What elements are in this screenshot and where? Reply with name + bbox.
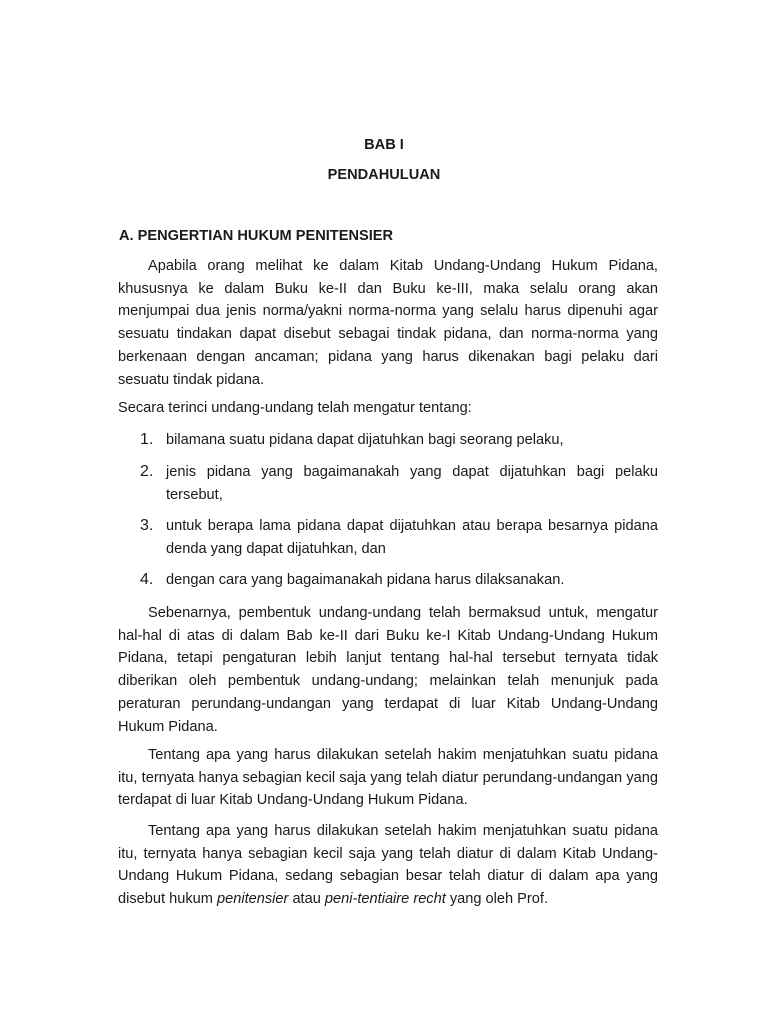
term-penitensier: penitensier <box>216 891 289 908</box>
paragraph-1: Apabila orang melihat ke dalam Kitab Undang-Undang Hukum Pidana, khususnya ke dalam Buku ke-II dan Buku ke-III, maka selalu orang akan menjumpai dua jenis norma/yakni norma-norma yang selalu harus dipenuhi agar sesuatu tindakan dapat disebut sebagai tindak pidana, dan norma-norma yang berkenaan dengan ancaman; pidana yang harus dikenakan bagi pelaku dari sesuatu tindak pidana. <box>118 258 658 388</box>
list-number: 4. <box>140 571 154 588</box>
section-heading: A. PENGERTIAN HUKUM PENITENSIER <box>119 228 394 244</box>
term-penitentiaire-recht: peni-tentiaire recht <box>324 891 446 908</box>
list-number: 1. <box>140 431 154 448</box>
paragraph-3: Sebenarnya, pembentuk undang-undang telah bermaksud untuk, mengatur hal-hal di atas di dalam Bab ke-II dari Buku ke-I Kitab Undang-Undang Hukum Pidana, tetapi pengaturan lebih lanjut tentang hal-hal tersebut ternyata tidak diberikan oleh pembentuk undang-undang; melainkan telah menunjuk pada peraturan perundang-undangan yang terdapat di luar Kitab Undang-Undang Hukum Pidana. <box>118 605 658 735</box>
paragraph-4: Tentang apa yang harus dilakukan setelah hakim menjatuhkan suatu pidana itu, ternyata hanya sebagian kecil saja yang telah diatur perundang-undangan yang terdapat di luar Kitab Undang-Undang Hukum Pidana. <box>118 747 658 809</box>
list-item-text: jenis pidana yang bagaimanakah yang dapat dijatuhkan bagi pelaku tersebut, <box>166 464 658 503</box>
list-number: 3. <box>140 517 154 534</box>
paragraph-2: Secara terinci undang-undang telah mengatur tentang: <box>118 400 472 416</box>
paragraph-5-text-c: yang oleh Prof. <box>445 891 549 908</box>
paragraph-5-text-a: Tentang apa yang harus dilakukan setelah hakim menjatuhkan suatu pidana itu, ternyata hanya sebagian kecil saja yang telah diatur di dalam Kitab Undang-Undang Hukum Pidana, sedang sebagian besar telah diatur di dalam apa yang disebut hukum <box>118 823 658 908</box>
chapter-subtitle: PENDAHULUAN <box>327 167 441 183</box>
list-item-text: dengan cara yang bagaimanakah pidana harus dilaksanakan. <box>166 572 565 588</box>
paragraph-5 <box>118 820 658 911</box>
paragraph-5-text-b: atau <box>288 891 325 908</box>
list-item-text: untuk berapa lama pidana dapat dijatuhkan atau berapa besarnya pidana denda yang dapat dijatuhkan, dan <box>166 518 658 557</box>
chapter-title: BAB I <box>364 137 404 153</box>
list-number: 2. <box>140 463 154 480</box>
list-item-text: bilamana suatu pidana dapat dijatuhkan bagi seorang pelaku, <box>166 432 564 448</box>
